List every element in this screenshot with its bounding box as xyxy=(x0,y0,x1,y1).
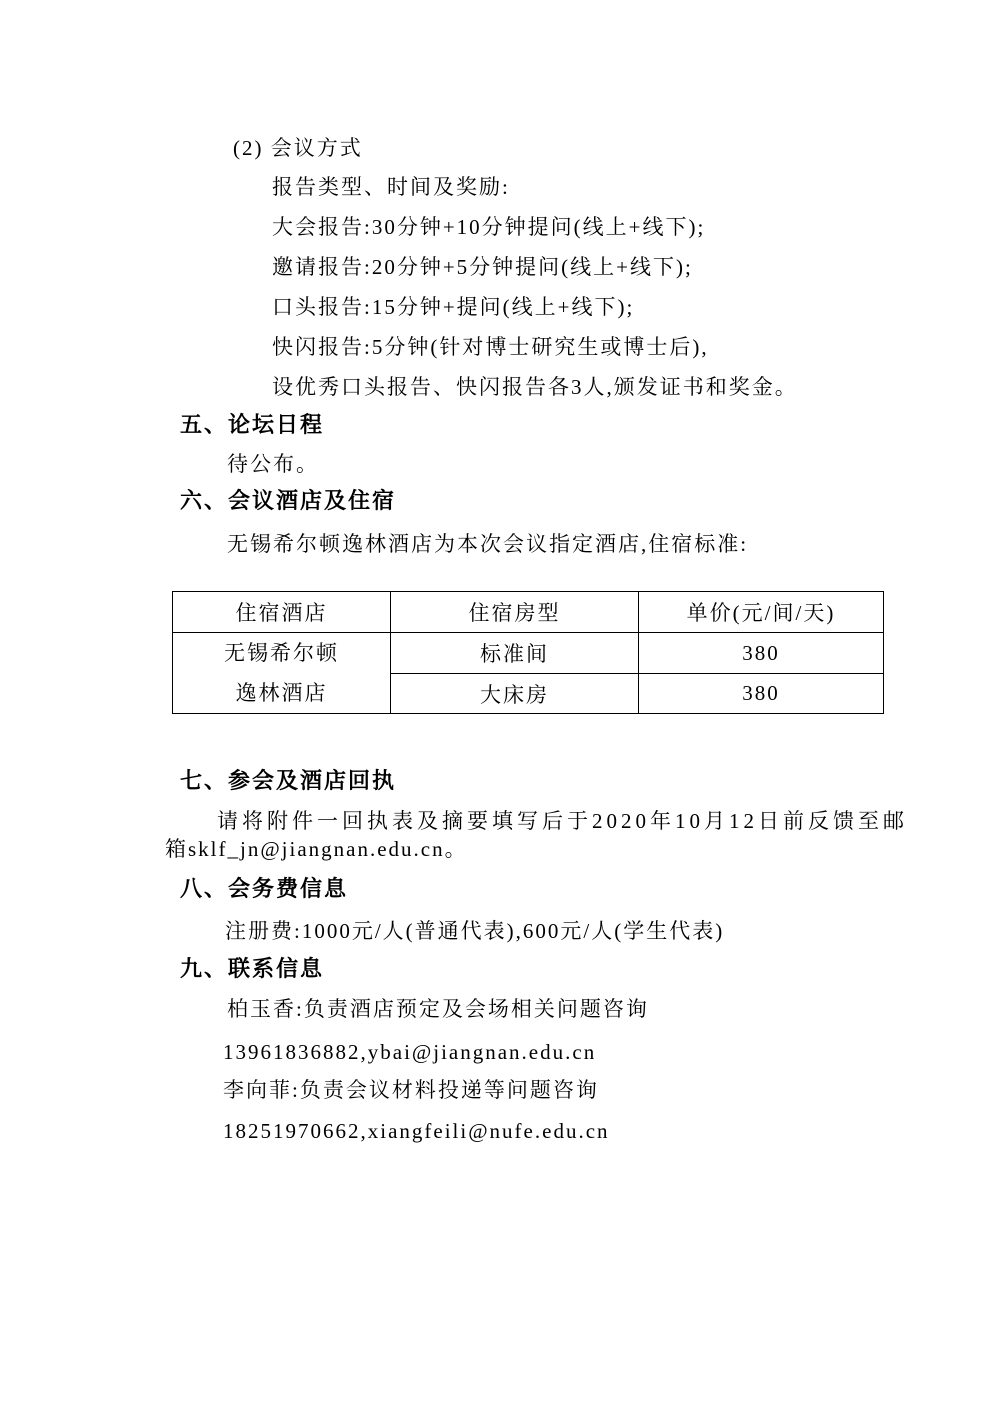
report-type-plenary: 大会报告:30分钟+10分钟提问(线上+线下); xyxy=(272,215,706,239)
hotel-table xyxy=(172,591,884,714)
meeting-mode-heading: (2) 会议方式 xyxy=(233,136,363,160)
header-cell-hotel: 住宿酒店 xyxy=(173,592,391,633)
contact-person-2: 李向菲:负责会议材料投递等问题咨询 xyxy=(223,1078,599,1102)
report-type-oral: 口头报告:15分钟+提问(线上+线下); xyxy=(272,295,635,319)
contact-phone-email-1: 13961836882,ybai@jiangnan.edu.cn xyxy=(223,1040,597,1064)
hotel-intro: 无锡希尔顿逸林酒店为本次会议指定酒店,住宿标准: xyxy=(227,532,749,556)
section-5-heading: 五、论坛日程 xyxy=(180,412,325,437)
section-6-heading: 六、会议酒店及住宿 xyxy=(180,488,397,513)
reply-paragraph-line-2: 箱sklf_jn@jiangnan.edu.cn。 xyxy=(165,837,468,861)
hotel-name-cell xyxy=(173,633,391,714)
contact-phone-email-2: 18251970662,xiangfeili@nufe.edu.cn xyxy=(223,1119,610,1143)
report-type-invited: 邀请报告:20分钟+5分钟提问(线上+线下); xyxy=(272,255,693,279)
section-9-heading: 九、联系信息 xyxy=(180,956,325,981)
header-cell-price: 单价(元/间/天) xyxy=(639,592,884,633)
forum-schedule-body: 待公布。 xyxy=(227,452,319,476)
room-type-cell: 标准间 xyxy=(391,633,639,674)
header-cell-room-type: 住宿房型 xyxy=(391,592,639,633)
report-type-flash: 快闪报告:5分钟(针对博士研究生或博士后), xyxy=(272,335,709,359)
section-7-heading: 七、参会及酒店回执 xyxy=(180,768,397,793)
meeting-mode-intro: 报告类型、时间及奖励: xyxy=(272,175,510,199)
section-8-heading: 八、会务费信息 xyxy=(180,876,349,901)
registration-fee-line: 注册费:1000元/人(普通代表),600元/人(学生代表) xyxy=(225,919,725,943)
price-cell: 380 xyxy=(639,674,884,714)
contact-person-1: 柏玉香:负责酒店预定及会场相关问题咨询 xyxy=(227,997,649,1021)
hotel-name-line-2: 逸林酒店 xyxy=(235,681,328,705)
hotel-table-header-row xyxy=(173,592,884,633)
room-type-cell: 大床房 xyxy=(391,674,639,714)
reply-paragraph-line-1: 请将附件一回执表及摘要填写后于2020年10月12日前反馈至邮 xyxy=(217,809,908,833)
table-row xyxy=(173,633,884,674)
price-cell: 380 xyxy=(639,633,884,674)
report-awards-note: 设优秀口头报告、快闪报告各3人,颁发证书和奖金。 xyxy=(272,375,798,399)
hotel-name-line-1: 无锡希尔顿 xyxy=(224,641,339,665)
